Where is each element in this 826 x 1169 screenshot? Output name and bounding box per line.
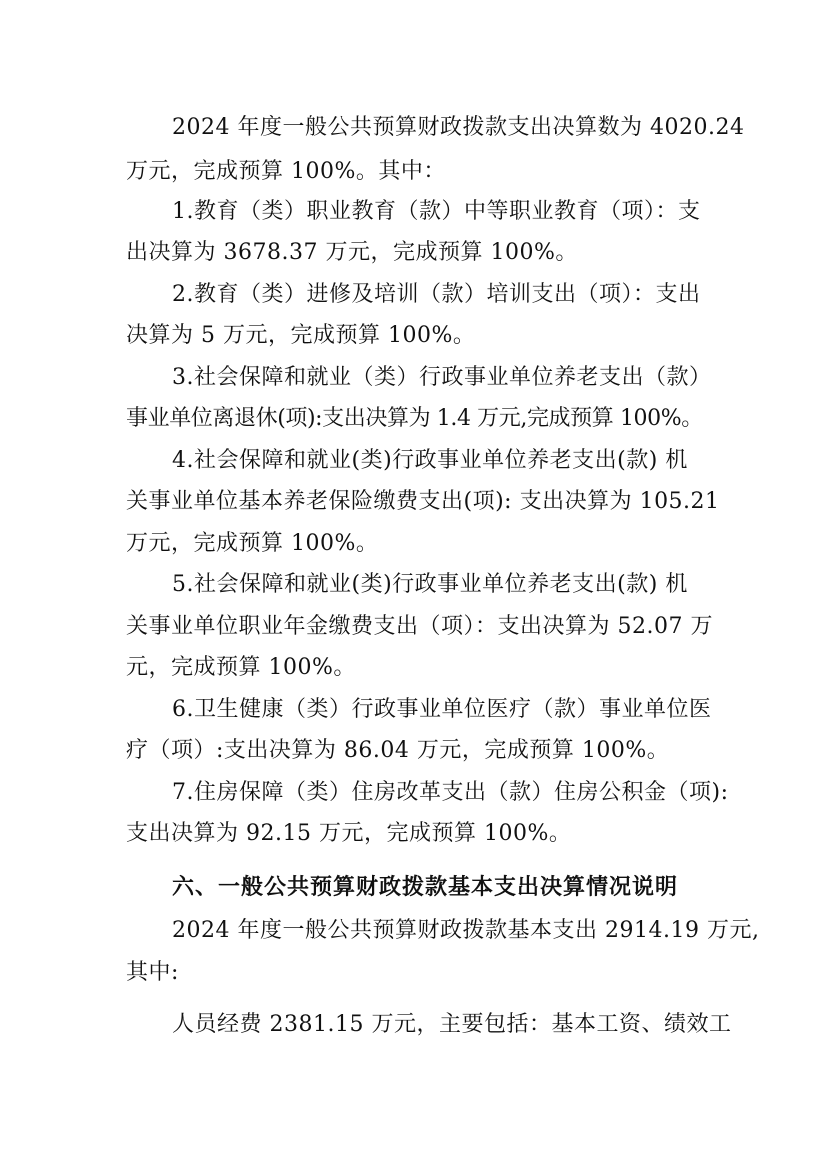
paragraph-line: 决算为 5 万元，完成预算 100%。	[126, 323, 476, 348]
paragraph-line: 关事业单位基本养老保险缴费支出(项): 支出决算为 105.21	[126, 489, 720, 514]
paragraph-line: 4.社会保障和就业(类)行政事业单位养老支出(款) 机	[172, 448, 688, 473]
paragraph-line: 疗（项）:支出决算为 86.04 万元，完成预算 100%。	[126, 738, 670, 763]
paragraph-line: 2024 年度一般公共预算财政拨款支出决算数为 4020.24	[172, 115, 745, 140]
paragraph-line: 6.卫生健康（类）行政事业单位医疗（款）事业单位医	[172, 697, 712, 722]
paragraph-line: 5.社会保障和就业(类)行政事业单位养老支出(款) 机	[172, 572, 688, 597]
paragraph-line: 元，完成预算 100%。	[126, 655, 356, 680]
paragraph-line: 3.社会保障和就业（类）行政事业单位养老支出（款）	[172, 365, 712, 390]
paragraph-line: 2024 年度一般公共预算财政拨款基本支出 2914.19 万元,	[172, 918, 760, 943]
section-heading: 六、一般公共预算财政拨款基本支出决算情况说明	[172, 875, 679, 900]
paragraph-line: 其中:	[126, 960, 179, 985]
paragraph-line: 关事业单位职业年金缴费支出（项）：支出决算为 52.07 万	[126, 614, 713, 639]
paragraph-line: 万元，完成预算 100%。其中：	[126, 159, 446, 184]
paragraph-line: 万元，完成预算 100%。	[126, 531, 379, 556]
paragraph-line: 2.教育（类）进修及培训（款）培训支出（项）：支出	[172, 282, 701, 307]
paragraph-line: 7.住房保障（类）住房改革支出（款）住房公积金（项):	[172, 780, 729, 805]
paragraph-line: 事业单位离退休(项):支出决算为 1.4 万元,完成预算 100%。	[126, 406, 703, 431]
paragraph-line: 人员经费 2381.15 万元，主要包括：基本工资、绩效工	[172, 1012, 732, 1037]
paragraph-line: 1.教育（类）职业教育（款）中等职业教育（项）：支	[172, 199, 701, 224]
paragraph-line: 支出决算为 92.15 万元，完成预算 100%。	[126, 821, 572, 846]
paragraph-line: 出决算为 3678.37 万元，完成预算 100%。	[126, 240, 578, 265]
